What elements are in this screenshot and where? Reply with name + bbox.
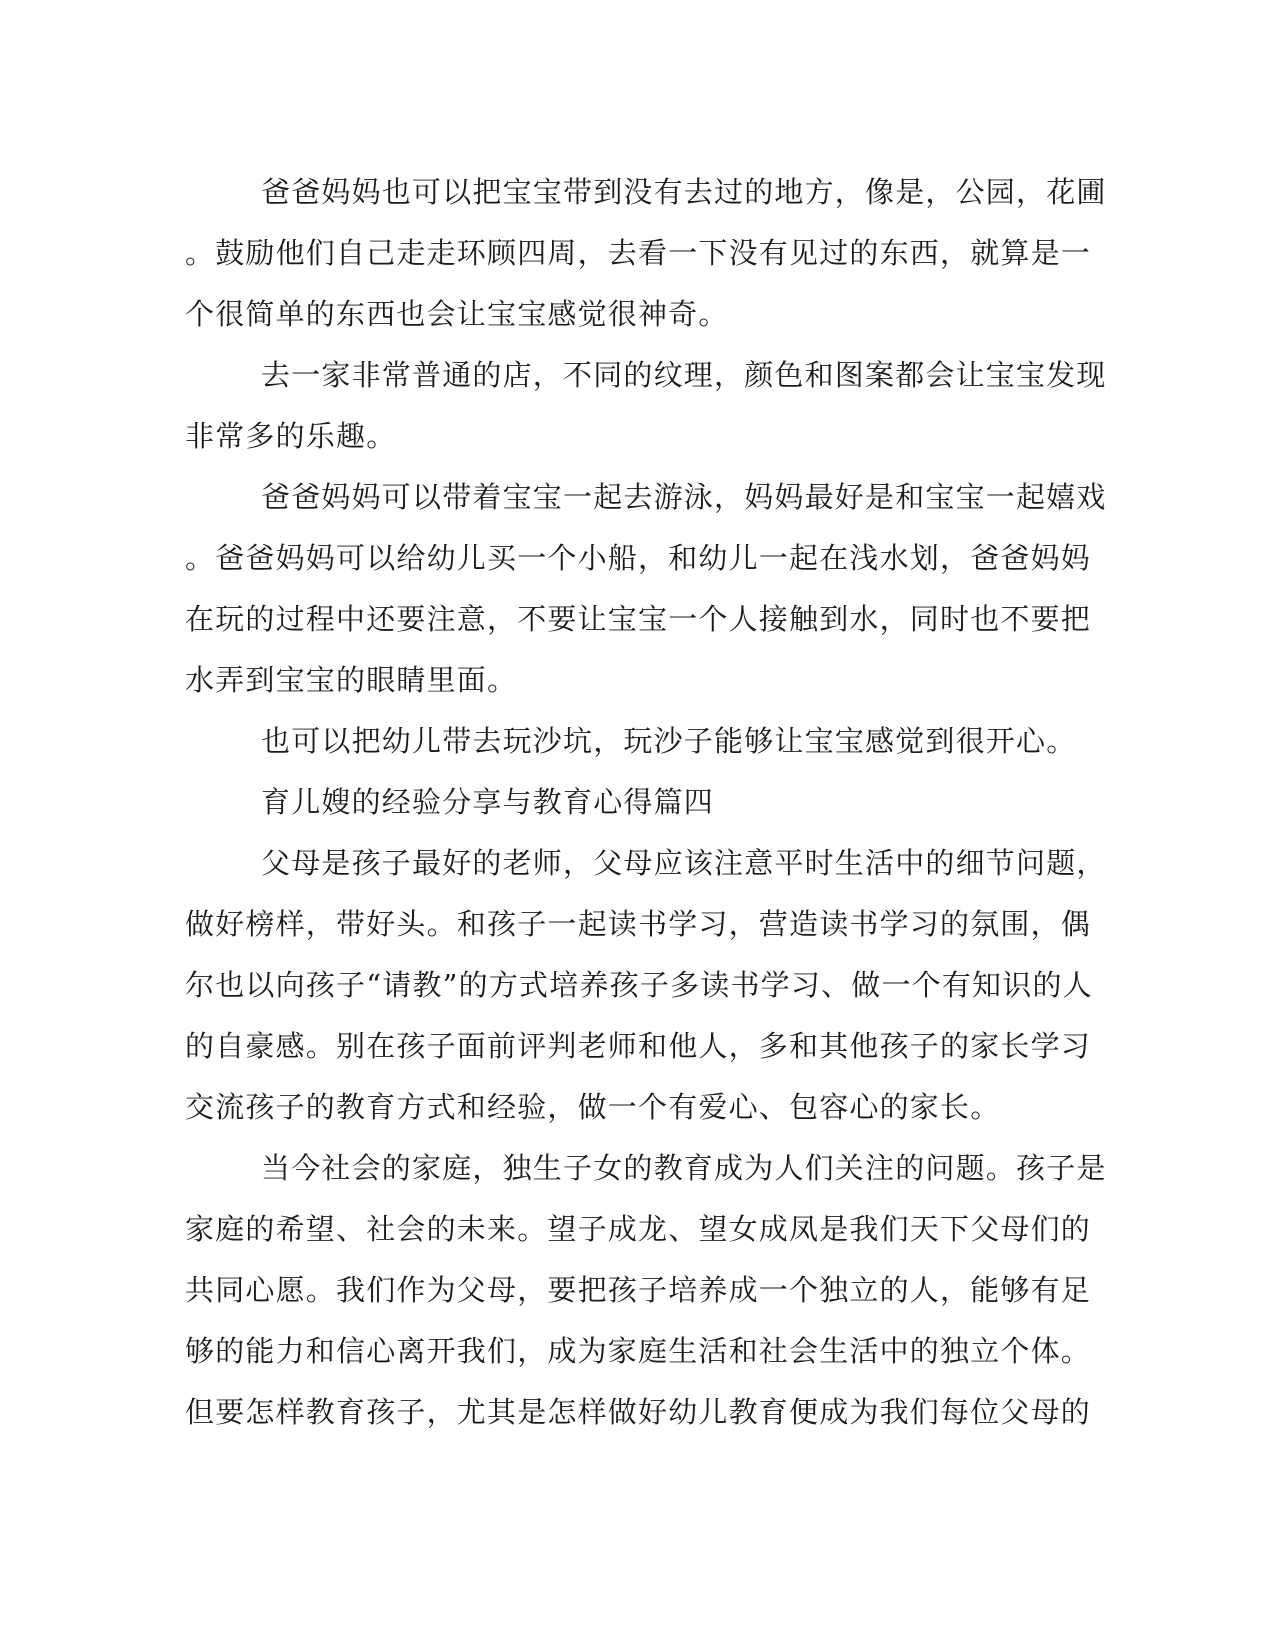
- text-line: 当今社会的家庭，独生子女的教育成为人们关注的问题。孩子是: [261, 1151, 1107, 1185]
- text-line: 去一家非常普通的店，不同的纹理，颜色和图案都会让宝宝发现: [261, 358, 1107, 392]
- text-line: 但要怎样教育孩子，尤其是怎样做好幼儿教育便成为我们每位父母的: [185, 1395, 1092, 1429]
- text-line: 的自豪感。别在孩子面前评判老师和他人，多和其他孩子的家长学习: [185, 1029, 1092, 1063]
- text-line: 家庭的希望、社会的未来。望子成龙、望女成凤是我们天下父母们的: [185, 1212, 1092, 1246]
- text-line: 。鼓励他们自己走走环顾四周，去看一下没有见过的东西，就算是一: [185, 236, 1092, 270]
- body-text: [185, 162, 1107, 1443]
- text-line: 爸爸妈妈也可以把宝宝带到没有去过的地方，像是，公园，花圃: [261, 175, 1107, 209]
- text-line: 共同心愿。我们作为父母，要把孩子培养成一个独立的人，能够有足: [185, 1273, 1092, 1307]
- text-line: 。爸爸妈妈可以给幼儿买一个小船，和幼儿一起在浅水划，爸爸妈妈: [185, 541, 1092, 575]
- text-line: 够的能力和信心离开我们，成为家庭生活和社会生活中的独立个体。: [185, 1334, 1092, 1368]
- section-heading: 育儿嫂的经验分享与教育心得篇四: [261, 785, 715, 819]
- text-line: 交流孩子的教育方式和经验，做一个有爱心、包容心的家长。: [185, 1090, 1001, 1124]
- text-line: 爸爸妈妈可以带着宝宝一起去游泳，妈妈最好是和宝宝一起嬉戏: [261, 480, 1107, 514]
- text-line: 尔也以向孩子“请教”的方式培养孩子多读书学习、做一个有知识的人: [185, 968, 1093, 1002]
- text-line: 个很简单的东西也会让宝宝感觉很神奇。: [185, 297, 729, 331]
- text-line: 非常多的乐趣。: [185, 419, 397, 453]
- text-line: 父母是孩子最好的老师，父母应该注意平时生活中的细节问题，: [261, 846, 1107, 880]
- text-line: 水弄到宝宝的眼睛里面。: [185, 663, 518, 697]
- text-line: 在玩的过程中还要注意，不要让宝宝一个人接触到水，同时也不要把: [185, 602, 1092, 636]
- text-line: 做好榜样，带好头。和孩子一起读书学习，营造读书学习的氛围，偶: [185, 907, 1092, 941]
- text-line: 也可以把幼儿带去玩沙坑，玩沙子能够让宝宝感觉到很开心。: [261, 724, 1077, 758]
